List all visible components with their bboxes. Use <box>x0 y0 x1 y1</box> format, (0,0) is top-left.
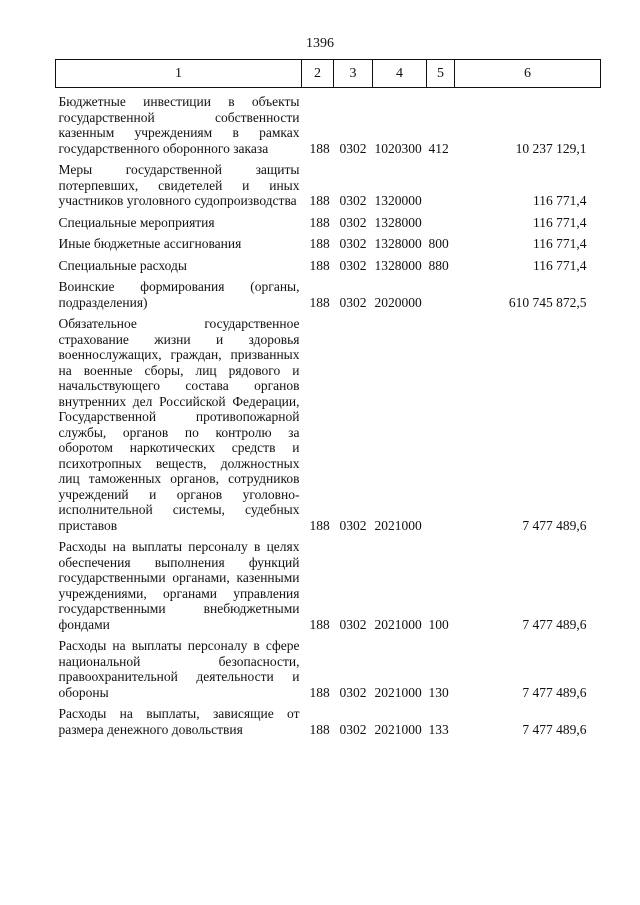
row-target-code: 2021000 <box>374 517 422 533</box>
budget-table <box>55 59 601 737</box>
row-ministry-code: 188 <box>309 294 330 310</box>
row-expense-type <box>427 273 455 310</box>
row-name: Расходы на выплаты персоналу в целях обеспечения выполнения функций государственными органами, казенными учреждениями, органами управления государственными внебюджетными фондами <box>58 539 300 632</box>
row-name: Специальные расходы <box>58 257 187 273</box>
row-expense-type: 133 <box>428 721 449 737</box>
header-col-5: 5 <box>427 60 455 88</box>
page-number: 1396 <box>306 36 334 51</box>
row-target-code: 2021000 <box>374 684 422 700</box>
row-section-code: 0302 <box>339 193 367 208</box>
row-target-code: 2021000 <box>374 616 422 632</box>
row-amount: 7 477 489,6 <box>522 684 587 700</box>
table-header <box>56 60 601 88</box>
row-ministry-code: 188 <box>309 236 330 251</box>
row-section-code: 0302 <box>339 257 367 273</box>
table-row <box>56 273 601 310</box>
row-name: Обязательное государственное страхование жизни и здоровья военнослужащих, граждан, призванных на военные сборы, лиц рядового и начальствующего состава органов внутренних дел Российской Федерации, Государственной противопожарной службы, органов по контролю за оборотом наркотических средств и психотропных веществ, должностных лиц таможенных органов, сотрудников учреждений и органов уголовно-исполнительной системы, судебных приставов <box>58 316 300 533</box>
row-name: Бюджетные инвестиции в объекты государственной собственности казенным учреждениям в рамках государственного оборонного заказа <box>58 94 300 156</box>
row-section-code: 0302 <box>339 721 367 737</box>
header-col-6: 6 <box>455 60 601 88</box>
row-amount: 610 745 872,5 <box>508 294 587 310</box>
row-target-code: 2021000 <box>374 721 422 737</box>
row-name: Расходы на выплаты персоналу в сфере национальной безопасности, правоохранительной деятельности и обороны <box>58 638 300 700</box>
row-section-code: 0302 <box>339 684 367 700</box>
row-section-code: 0302 <box>339 294 367 310</box>
row-target-code: 1328000 <box>374 236 422 251</box>
row-amount: 116 771,4 <box>533 214 587 230</box>
row-target-code: 1020300 <box>374 140 422 156</box>
row-section-code: 0302 <box>339 214 367 230</box>
row-ministry-code: 188 <box>309 214 330 230</box>
table-row <box>56 88 601 157</box>
row-expense-type <box>427 156 455 209</box>
row-expense-type: 880 <box>428 257 449 273</box>
row-target-code: 2020000 <box>374 294 422 310</box>
row-target-code: 1320000 <box>374 193 422 208</box>
table-row <box>56 230 601 252</box>
row-section-code: 0302 <box>339 517 367 533</box>
row-ministry-code: 188 <box>309 684 330 700</box>
row-ministry-code: 188 <box>309 517 330 533</box>
row-ministry-code: 188 <box>309 140 330 156</box>
row-expense-type <box>427 209 455 231</box>
row-amount: 7 477 489,6 <box>522 721 587 737</box>
row-name: Специальные мероприятия <box>58 214 215 230</box>
row-amount: 116 771,4 <box>533 257 587 273</box>
row-expense-type <box>427 310 455 533</box>
row-ministry-code: 188 <box>309 257 330 273</box>
row-target-code: 1328000 <box>374 214 422 230</box>
row-target-code: 1328000 <box>374 257 422 273</box>
row-ministry-code: 188 <box>309 193 330 208</box>
table-row <box>56 632 601 700</box>
row-amount: 10 237 129,1 <box>515 140 587 156</box>
table-row <box>56 310 601 533</box>
header-col-3: 3 <box>334 60 373 88</box>
row-name: Расходы на выплаты, зависящие от размера денежного довольствия <box>58 706 300 737</box>
row-name: Иные бюджетные ассигнования <box>58 236 242 251</box>
table-row <box>56 533 601 632</box>
row-name: Воинские формирования (органы, подразделения) <box>58 279 300 310</box>
header-col-4: 4 <box>373 60 427 88</box>
row-amount: 116 771,4 <box>533 236 587 251</box>
row-ministry-code: 188 <box>309 721 330 737</box>
table-body <box>56 88 601 738</box>
row-amount: 7 477 489,6 <box>522 616 587 632</box>
row-expense-type: 412 <box>428 140 449 156</box>
header-col-1: 1 <box>56 60 302 88</box>
table-row <box>56 700 601 737</box>
row-ministry-code: 188 <box>309 616 330 632</box>
row-amount: 116 771,4 <box>533 193 587 208</box>
row-section-code: 0302 <box>339 236 367 251</box>
row-expense-type: 130 <box>428 684 449 700</box>
row-section-code: 0302 <box>339 616 367 632</box>
row-expense-type: 100 <box>428 616 449 632</box>
row-name: Меры государственной защиты потерпевших, свидетелей и иных участников уголовного судопроизводства <box>58 162 300 208</box>
table-row <box>56 252 601 274</box>
table-row <box>56 156 601 209</box>
row-amount: 7 477 489,6 <box>522 517 587 533</box>
table-row <box>56 209 601 231</box>
header-col-2: 2 <box>302 60 334 88</box>
row-section-code: 0302 <box>339 140 367 156</box>
row-expense-type: 800 <box>428 236 449 251</box>
